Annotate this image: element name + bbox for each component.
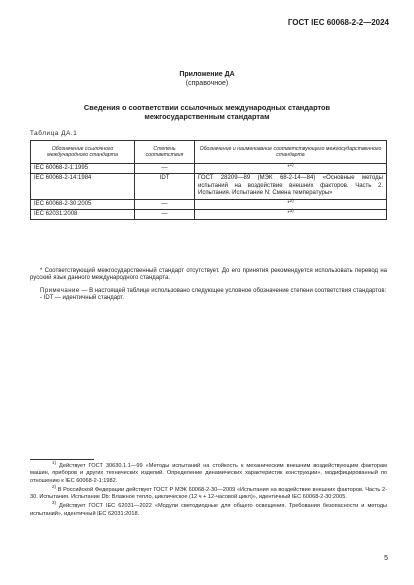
table-row: [31, 164, 387, 174]
idt-definition: - IDT — идентичный стандарт.: [40, 295, 125, 302]
cell-degree: IDT: [135, 174, 195, 199]
table-row: [31, 174, 387, 199]
footnote-ref: 1): [289, 162, 294, 167]
section-title-line1: Сведения о соответствии ссылочных международных стандартов: [83, 103, 331, 112]
footnote-text: В Российской Федерации действует ГОСТ Р МЭК 60068-2-30—2009 «Испытания на воздействие внешних факторов. Часть 2-30. Испытания. Испытание Db: Влажное тепло, циклическое (12 ч + 12-часовой цикл)», идентичный IEC 60068-2-30:2005.: [30, 486, 387, 501]
cell-degree: —: [135, 164, 195, 174]
footnote-mark: 2): [52, 484, 57, 490]
header-gost: Обозначение и наименование соответствующего межгосударственного стандарта: [195, 141, 387, 164]
annex-title: Приложение ДА: [179, 71, 235, 78]
footnote-mark: 1): [52, 460, 57, 466]
section-title: [0, 103, 414, 121]
cell-gost-text: *: [287, 200, 290, 207]
footnotes: [30, 460, 387, 520]
footnote-text: Действует ГОСТ 30630.1.1—99 «Методы испытаний на стойкость к механическим внешним воздействующим факторам машин, приборов и других технических изделий. Определение динамических характеристик конструкции», модифицированный по отношению к IEC 60068-2-1:1982.: [30, 463, 387, 484]
star-note: * Соответствующий межгосударственный стандарт отсутствует. До его принятия рекомендуется использовать перевод на русский язык данного международного стандарта.: [30, 268, 387, 282]
note-label: Примечание: [40, 287, 80, 294]
document-code: ГОСТ IEC 60068-2-2—2024: [287, 18, 389, 27]
footnote: [30, 484, 387, 502]
page-number: 5: [384, 555, 388, 562]
table-row: [31, 210, 387, 220]
cell-standard: IEC 60068-2-1:1995: [31, 164, 135, 174]
footnote: [30, 500, 387, 518]
header-degree: Степень соответствия: [135, 141, 195, 164]
cell-standard: IEC 60068-2-14:1984: [31, 174, 135, 199]
cell-degree: —: [135, 210, 195, 220]
cell-degree: —: [135, 199, 195, 209]
footnote: [30, 460, 387, 485]
footnote-divider: [30, 459, 94, 460]
cell-standard: IEC 60068-2-30:2005: [31, 199, 135, 209]
annex-heading: [0, 70, 414, 88]
footnote-ref: 3): [289, 208, 294, 214]
footnote-text: Действует ГОСТ IEC 62031—2022 «Модули светодиодные для общего освещения. Требования безопасности и методы испытаний», идентичный IEC 62031:2018.: [30, 503, 387, 517]
footnote-mark: 3): [52, 500, 57, 506]
table-header-row: [31, 141, 387, 164]
footnote-ref: 2): [289, 197, 294, 203]
cell-gost-text: *: [287, 165, 290, 171]
annex-subtitle: (справочное): [185, 80, 229, 87]
header-standard: Обозначение ссылочного международного стандарта: [31, 141, 135, 164]
table-row: [31, 199, 387, 209]
section-title-line2: межгосударственным стандартам: [144, 112, 270, 121]
cell-standard: IEC 62031:2008: [31, 210, 135, 220]
cell-gost: [195, 164, 387, 174]
cell-gost: ГОСТ 28209—89 (МЭК 68-2-14—84) «Основные методы испытаний на воздействие внешних факторов. Часть 2. Испытания. Испытание N: Смена температуры»: [195, 174, 387, 199]
table-notes: [30, 268, 387, 303]
cell-gost-text: *: [287, 211, 290, 218]
cell-gost: [195, 210, 387, 220]
table-caption: Таблица ДА.1: [30, 130, 78, 137]
correspondence-table: [30, 140, 387, 220]
note-text: — В настоящей таблице использовано следующее условное обозначение степени соответствия стандартов:: [79, 287, 387, 294]
